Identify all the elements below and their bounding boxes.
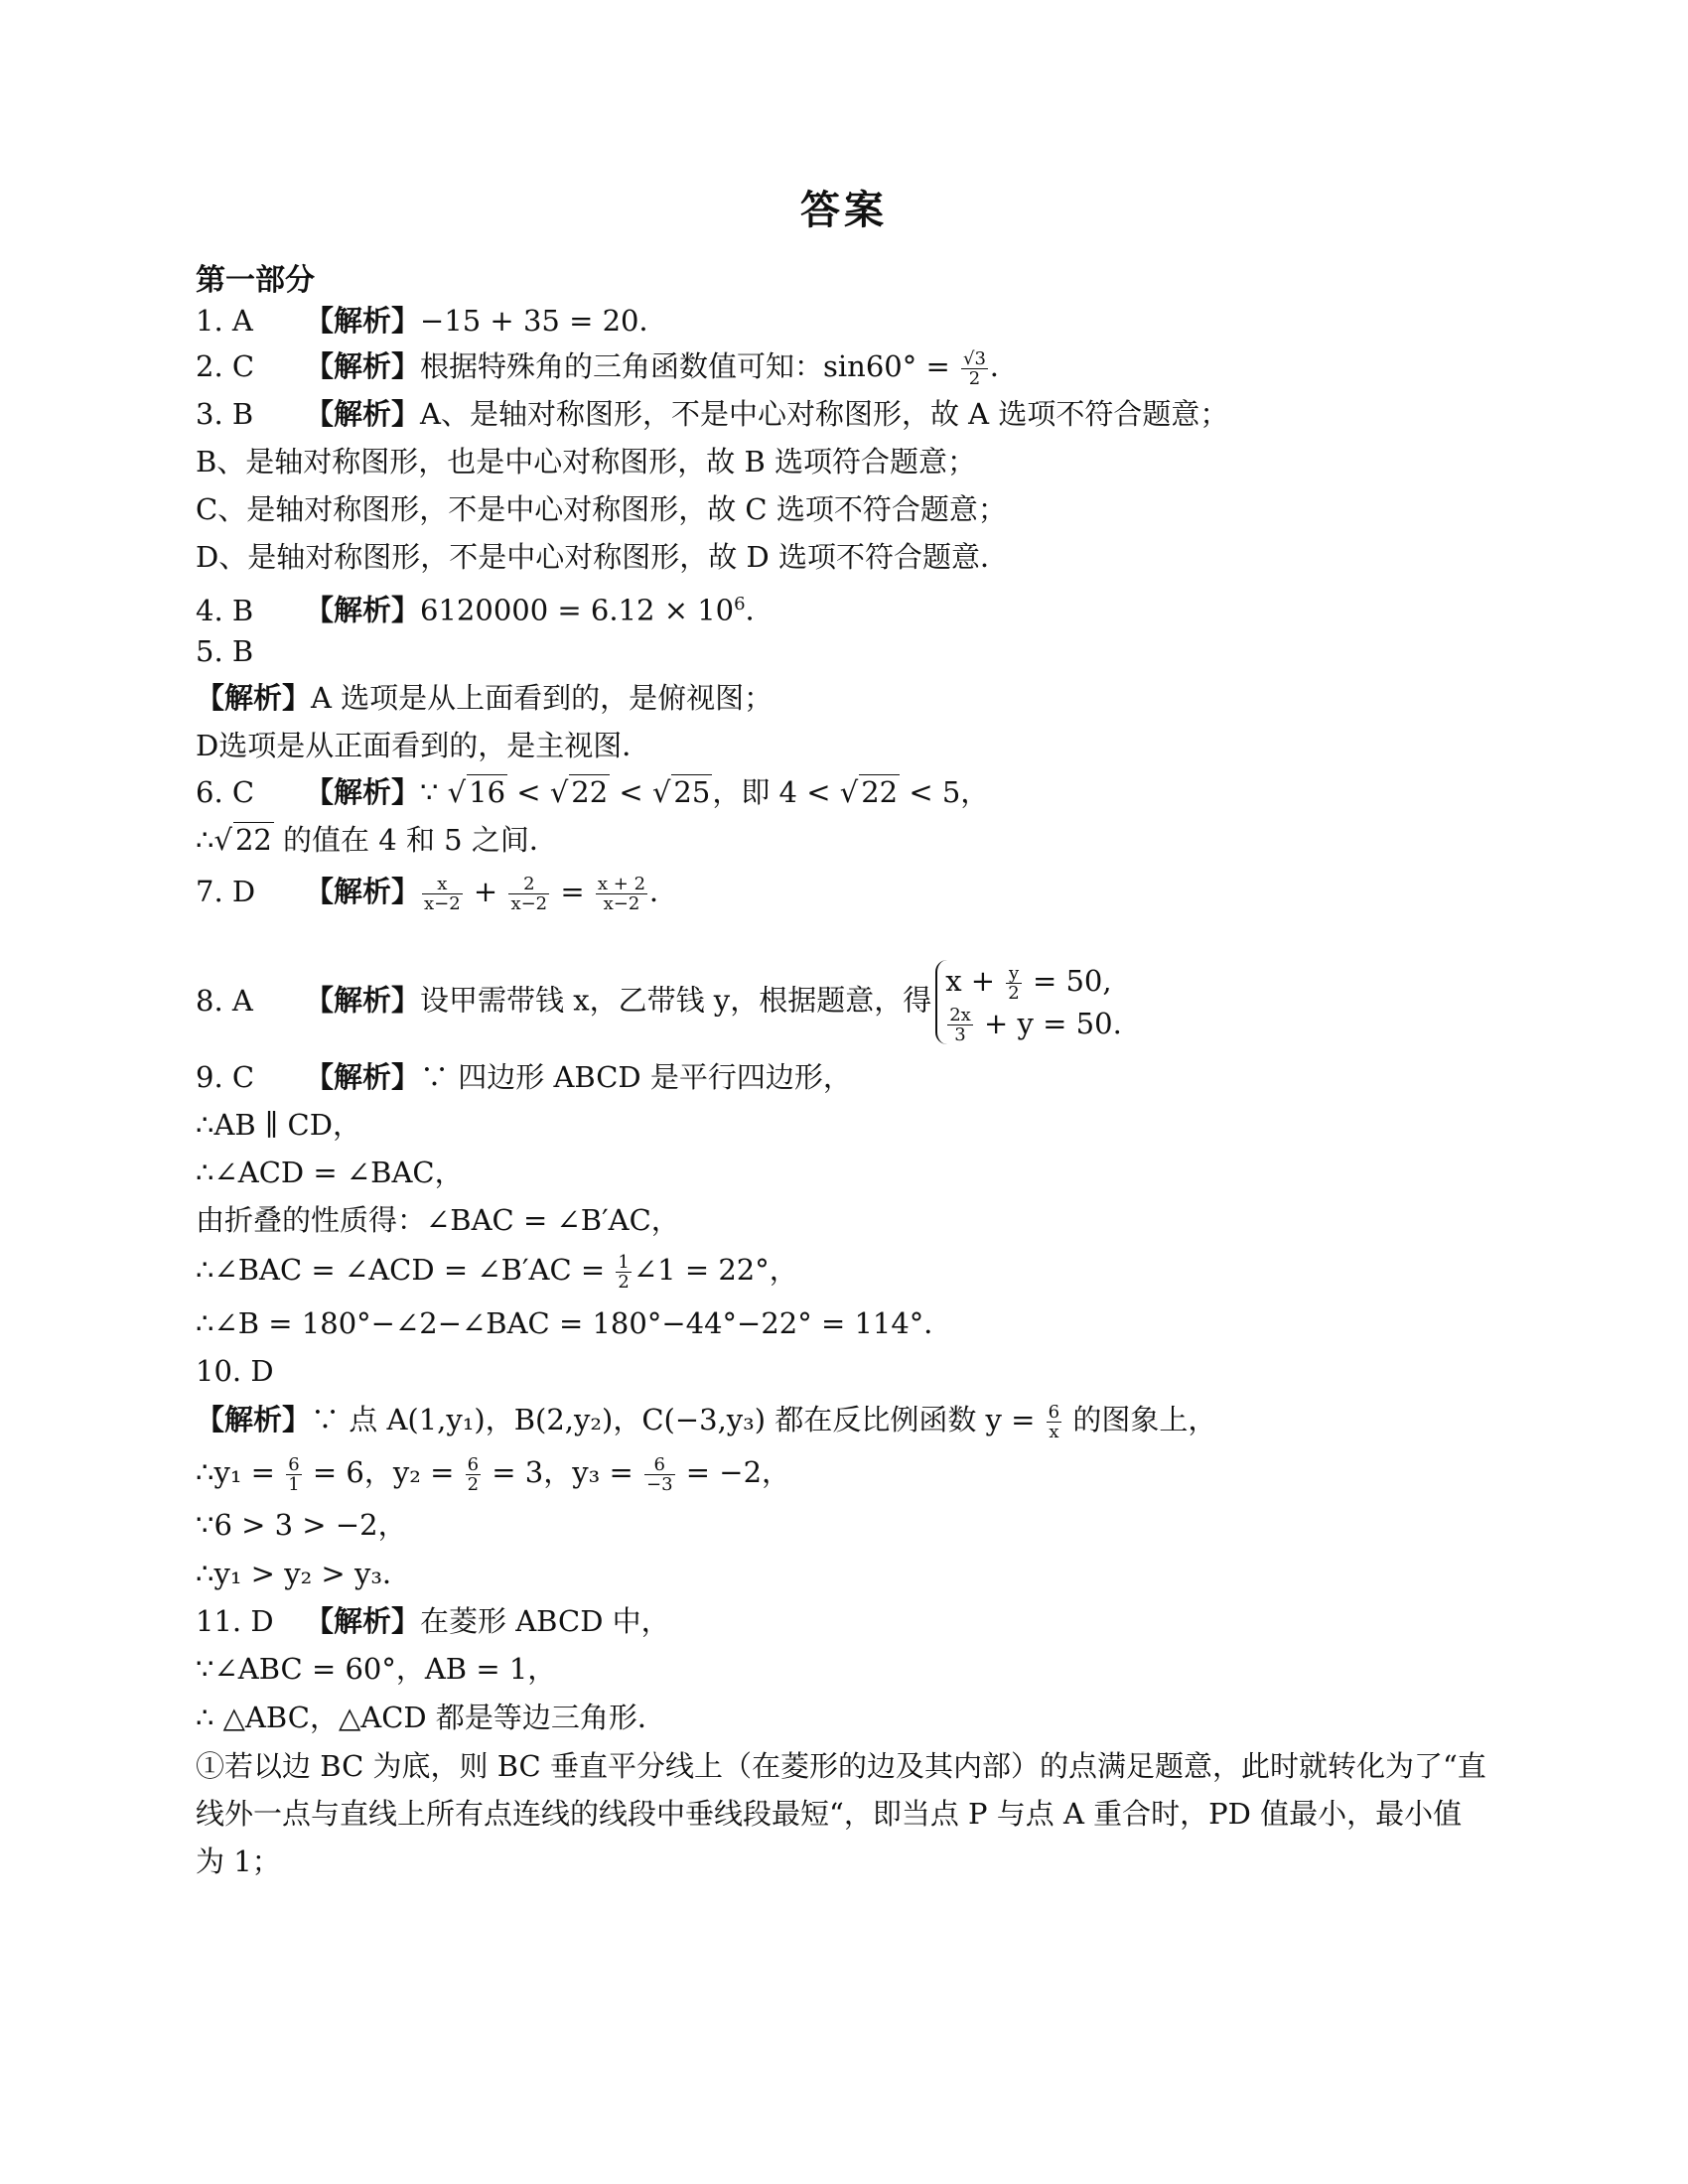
fraction: $\frac{√3}{2}$	[963, 347, 986, 389]
answer-10: 10. D	[196, 1354, 274, 1388]
answer-10-line: ∴y₁ = $\frac{6}{1}$ = 6，y₂ = $\frac{6}{2}$ = 3，y₃ = $\frac{6}{-3}$ = −2，	[196, 1453, 791, 1495]
answer-2: 2. C 【解析】根据特殊角的三角函数值可知：sin60° = $\frac{√3}{2}$ ．	[196, 347, 1019, 389]
equation-system: x + $\frac{y}{2}$ = 50, $\frac{2x}{3}$ + y = 50.	[935, 960, 1122, 1044]
answer-3-line: C、是轴对称图形，不是中心对称图形，故 C 选项不符合题意；	[196, 492, 1007, 526]
answer-9-line: ∴∠ACD = ∠BAC，	[196, 1156, 464, 1189]
answer-10-line: ∴y₁ > y₂ > y₃．	[196, 1557, 411, 1590]
answer-11-line: ∴ △ABC，△ACD 都是等边三角形．	[196, 1701, 666, 1734]
answer-6-line: ∴√ 22 的值在 4 和 5 之间．	[196, 823, 558, 857]
answer-10-line: 【解析】∵ 点 A(1,y₁)，B(2,y₂)，C(−3,y₃) 都在反比例函数 y = $\frac{6}{x}$ 的图象上，	[196, 1401, 1217, 1442]
answer-3: 3. B 【解析】A、是轴对称图形，不是中心对称图形，故 A 选项不符合题意；	[196, 397, 1229, 431]
answer-10-line: ∵6 > 3 > −2，	[196, 1508, 407, 1542]
answer-5: 5. B	[196, 634, 254, 668]
answer-9-line: ∴AB ∥ CD，	[196, 1108, 361, 1142]
answer-11-line: ∵∠ABC = 60°，AB = 1，	[196, 1652, 557, 1686]
answer-9: 9. C 【解析】∵ 四边形 ABCD 是平行四边形，	[196, 1060, 852, 1094]
answer-4: 4. B 【解析】$6120000 = 6.12 \times 10^6$．	[196, 593, 774, 627]
answer-8: 8. A 【解析】设甲需带钱 x，乙带钱 y，根据题意，得 x + $\frac{y}{2}$ = 50, $\frac{2x}{3}$ + y = 50.	[196, 960, 1122, 1044]
answer-6: 6. C 【解析】∵ √ 16 < √ 22 < √ 25，即 4 < √ 22 < 5，	[196, 775, 990, 809]
answer-9-line: 由折叠的性质得：∠BAC = ∠B′AC，	[196, 1203, 680, 1237]
answer-9-line: ∴∠BAC = ∠ACD = ∠B′AC = $\frac{1}{2}$ ∠1 = 22°，	[196, 1251, 798, 1293]
section-heading: 第一部分	[196, 263, 315, 298]
answer-1: 1. A 【解析】−15 + 35 = 20．	[196, 304, 668, 338]
answer-9-line: ∴∠B = 180°−∠2−∠BAC = 180°−44°−22° = 114°．	[196, 1306, 953, 1340]
answer-3-line: D、是轴对称图形，不是中心对称图形，故 D 选项不符合题意．	[196, 540, 1009, 574]
answer-11-paragraph: ①若以边 BC 为底，则 BC 垂直平分线上（在菱形的边及其内部）的点满足题意，此时就转化为了“直线外一点与直线上所有点连线的线段中垂线段最短“，即当点 P 与点 A 重合时，PD 值最小，最小值为 1；	[196, 1749, 1486, 1878]
answer-11: 11. D 【解析】在菱形 ABCD 中，	[196, 1604, 670, 1638]
answer-3-line: B、是轴对称图形，也是中心对称图形，故 B 选项符合题意；	[196, 445, 977, 478]
page-title: 答案	[800, 187, 888, 233]
answer-5-line: 【解析】A 选项是从上面看到的，是俯视图；	[196, 681, 774, 715]
answer-5-line: D选项是从正面看到的，是主视图．	[196, 729, 651, 762]
answer-7: 7. D 【解析】 $\frac{x}{x-2}$ + $\frac{2}{x-2}$ = $\frac{x + 2}{x-2}$ ．	[196, 873, 679, 914]
